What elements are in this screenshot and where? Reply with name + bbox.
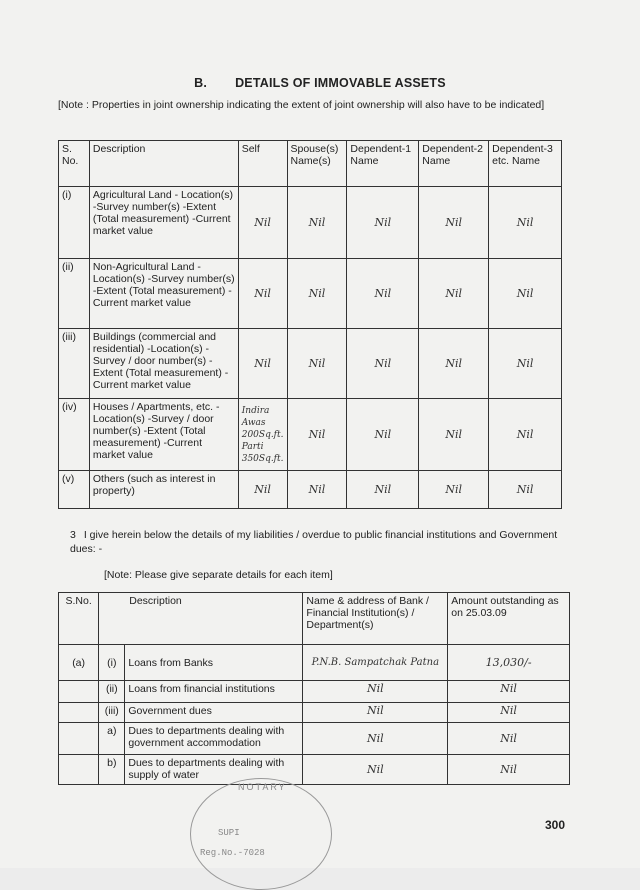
handwritten-value: Nil bbox=[500, 682, 517, 695]
table-row bbox=[59, 187, 562, 259]
row-description: Buildings (commercial and residential) -Location(s) - Survey / door number(s) - Extent (Total measurement) -Current market value bbox=[89, 329, 238, 399]
handwritten-value: Nil bbox=[445, 427, 463, 441]
handwritten-value: Nil bbox=[445, 215, 463, 229]
table-row bbox=[59, 329, 562, 399]
header-spouse: Spouse(s) Name(s) bbox=[287, 141, 347, 187]
handwritten-value: Nil bbox=[374, 482, 392, 496]
row-sno: (iii) bbox=[59, 329, 90, 399]
table-header-row bbox=[59, 141, 562, 187]
handwritten-value: Nil bbox=[308, 427, 326, 441]
row-description: Loans from Banks bbox=[125, 645, 303, 681]
header-description: Description bbox=[89, 141, 238, 187]
handwritten-value: Nil bbox=[500, 704, 517, 717]
handwritten-value: Nil bbox=[445, 482, 463, 496]
row-sno: (iv) bbox=[59, 399, 90, 471]
row-subno: b) bbox=[99, 755, 125, 785]
table-row bbox=[59, 681, 570, 703]
header-amount: Amount outstanding as on 25.03.09 bbox=[448, 593, 570, 645]
row-description: Houses / Apartments, etc. - Location(s) -Survey / door number(s) -Extent (Total measurement) -Current market value bbox=[89, 399, 238, 471]
header-dependent-1: Dependent-1 Name bbox=[347, 141, 419, 187]
table-row bbox=[59, 755, 570, 785]
row-subno: (ii) bbox=[99, 681, 125, 703]
handwritten-value: Nil bbox=[374, 356, 392, 370]
handwritten-value: P.N.B. Sampatchak Patna bbox=[311, 656, 440, 668]
handwritten-value: Nil bbox=[366, 704, 384, 717]
handwritten-value: Nil bbox=[500, 762, 517, 776]
table-row bbox=[59, 645, 570, 681]
handwritten-value: Nil bbox=[516, 356, 534, 370]
joint-ownership-note: [Note : Properties in joint ownership indicating the extent of joint ownership will also have to be indicated] bbox=[58, 99, 545, 111]
table-row bbox=[59, 471, 562, 509]
row-sno: (ii) bbox=[59, 259, 90, 329]
section-heading bbox=[0, 76, 640, 90]
handwritten-value: Nil bbox=[308, 215, 326, 229]
handwritten-value: Nil bbox=[374, 215, 392, 229]
handwritten-value: Indira Awas 200Sq.ft. Parti 350Sq.ft. bbox=[241, 405, 284, 464]
row-subno: (i) bbox=[99, 645, 125, 681]
row-description: Dues to departments dealing with supply of water bbox=[125, 755, 303, 785]
table-header-row bbox=[59, 593, 570, 645]
paragraph-number: 3 bbox=[70, 529, 76, 541]
table-row bbox=[59, 399, 562, 471]
handwritten-value: Nil bbox=[366, 762, 384, 776]
handwritten-value: 13,030/- bbox=[485, 655, 532, 669]
row-subno: a) bbox=[99, 723, 125, 755]
handwritten-value: Nil bbox=[516, 286, 534, 300]
section-letter: B. bbox=[194, 76, 208, 90]
handwritten-value: Nil bbox=[516, 215, 534, 229]
row-subno: (iii) bbox=[99, 703, 125, 723]
handwritten-value: Nil bbox=[308, 286, 326, 300]
header-sno: S.No. bbox=[59, 593, 99, 645]
row-sno: (i) bbox=[59, 187, 90, 259]
handwritten-value: Nil bbox=[516, 482, 534, 496]
liabilities-table bbox=[58, 592, 570, 785]
handwritten-value: Nil bbox=[366, 731, 384, 745]
handwritten-value: Nil bbox=[374, 286, 392, 300]
handwritten-value: Nil bbox=[254, 482, 271, 496]
header-sno: S. No. bbox=[59, 141, 90, 187]
handwritten-value: Nil bbox=[254, 286, 271, 300]
header-dependent-3: Dependent-3 etc. Name bbox=[489, 141, 562, 187]
table-row bbox=[59, 259, 562, 329]
row-description: Non-Agricultural Land - Location(s) -Survey number(s) -Extent (Total measurement) -Current market value bbox=[89, 259, 238, 329]
row-description: Government dues bbox=[125, 703, 303, 723]
handwritten-value: Nil bbox=[308, 482, 326, 496]
row-description: Others (such as interest in property) bbox=[89, 471, 238, 509]
handwritten-value: Nil bbox=[500, 731, 517, 745]
stamp-line-1: SUPI bbox=[218, 828, 240, 838]
row-sno: (v) bbox=[59, 471, 90, 509]
liabilities-paragraph bbox=[70, 528, 570, 556]
handwritten-value: Nil bbox=[516, 427, 534, 441]
header-self: Self bbox=[238, 141, 287, 187]
immovable-assets-table bbox=[58, 140, 562, 509]
header-dependent-2: Dependent-2 Name bbox=[419, 141, 489, 187]
table-row bbox=[59, 723, 570, 755]
table-row bbox=[59, 703, 570, 723]
header-description: Description bbox=[99, 593, 303, 645]
handwritten-value: Nil bbox=[308, 356, 326, 370]
row-description: Dues to departments dealing with government accommodation bbox=[125, 723, 303, 755]
handwritten-value: Nil bbox=[445, 286, 463, 300]
row-sno: (a) bbox=[59, 645, 99, 681]
page-number: 300 bbox=[545, 818, 566, 832]
handwritten-value: Nil bbox=[445, 356, 463, 370]
row-description: Agricultural Land - Location(s) -Survey number(s) -Extent (Total measurement) -Current market value bbox=[89, 187, 238, 259]
handwritten-value: Nil bbox=[374, 427, 392, 441]
paragraph-text: I give herein below the details of my liabilities / overdue to public financial institutions and Government dues: - bbox=[70, 529, 558, 555]
header-bank: Name & address of Bank / Financial Institution(s) / Department(s) bbox=[303, 593, 448, 645]
separate-details-note: [Note: Please give separate details for each item] bbox=[104, 569, 333, 581]
handwritten-value: Nil bbox=[254, 356, 271, 370]
handwritten-value: Nil bbox=[366, 682, 384, 695]
stamp-text bbox=[200, 828, 265, 858]
stamp-line-2: Reg.No.-7028 bbox=[200, 848, 265, 858]
handwritten-value: Nil bbox=[254, 215, 271, 229]
row-description: Loans from financial institutions bbox=[125, 681, 303, 703]
stamp-top-text: NOTARY bbox=[238, 782, 287, 792]
section-title: DETAILS OF IMMOVABLE ASSETS bbox=[235, 76, 446, 90]
